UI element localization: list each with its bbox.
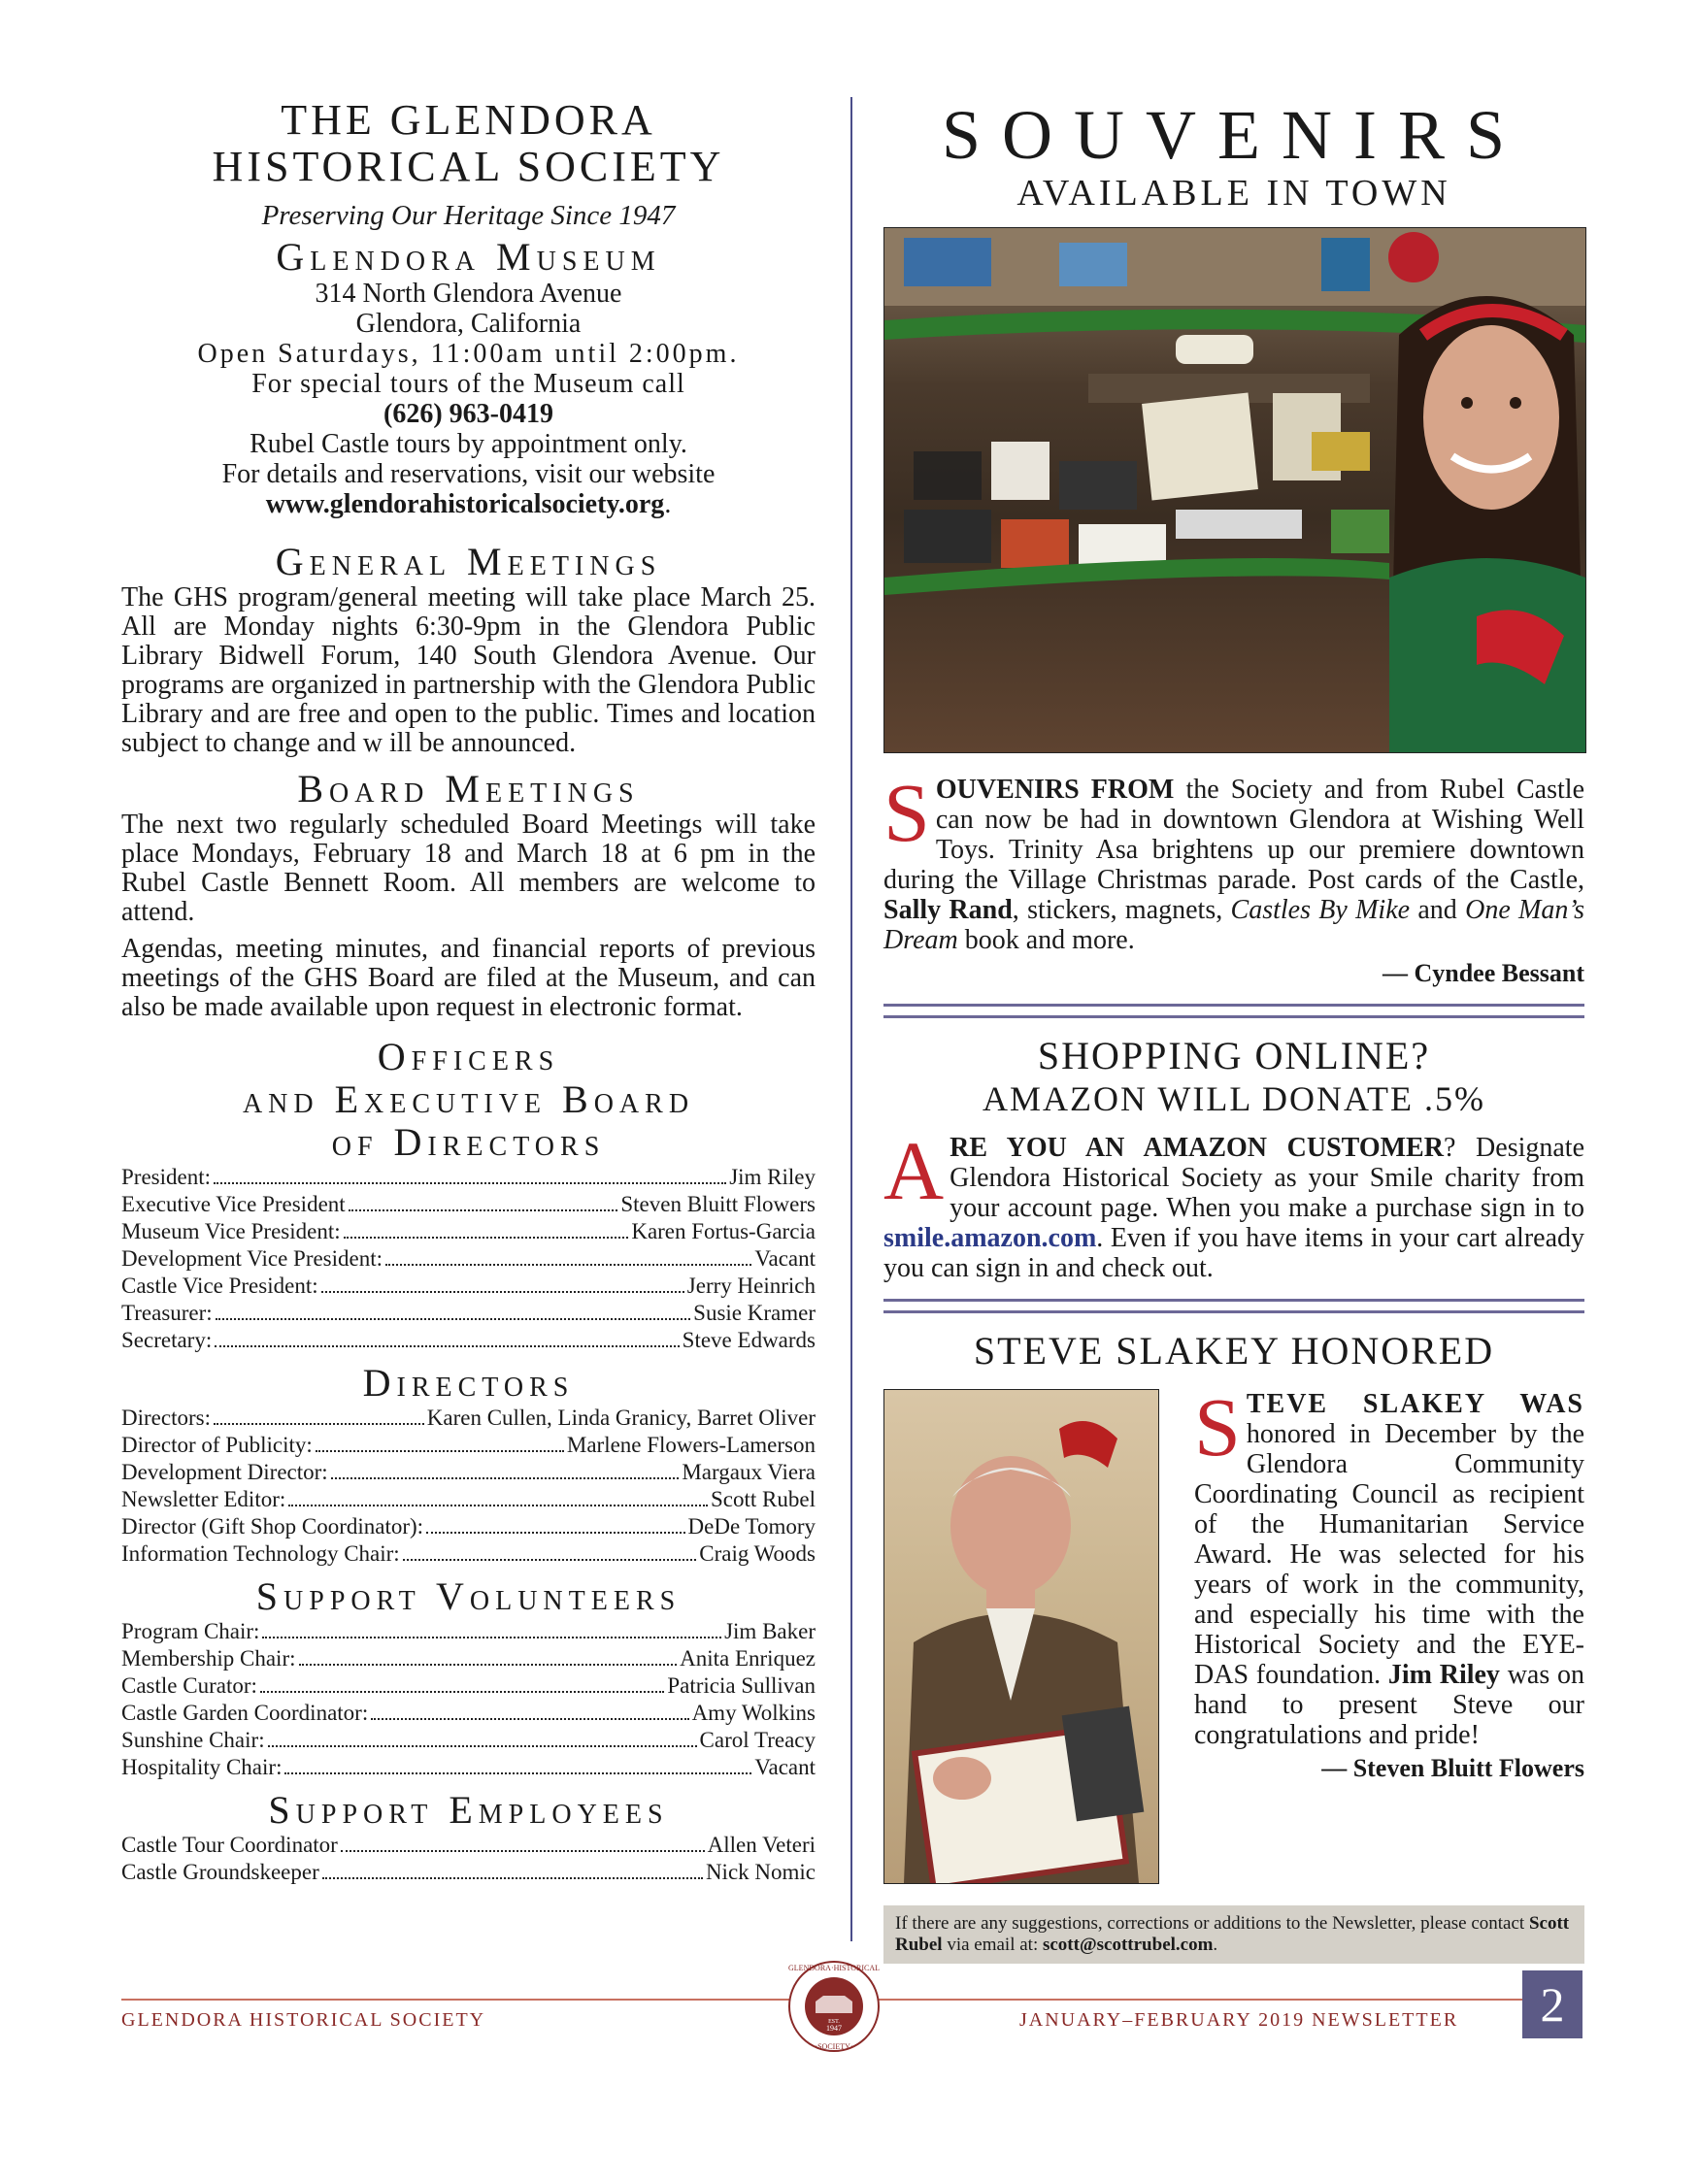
leader-dots (426, 1532, 684, 1534)
general-meetings-text: The GHS program/general meeting will take place March 25. All are Monday nights 6:30-9pm in the Glendora Public Library Bidwell Forum, 140 South Glendora Avenue. Our programs are organized in partnership with the Glendora Public Library and are free and open to the public. Times and location subject to change and w ill be announced. (121, 582, 816, 758)
seal-bottom-text: ·SOCIETY· (815, 2042, 853, 2051)
slakey-lead: TEVE SLAKEY WAS (1246, 1389, 1584, 1419)
staff-row (121, 1191, 816, 1218)
officers-heading-2: and Executive Board (242, 1077, 695, 1121)
staff-row (121, 1218, 816, 1245)
staff-row (121, 1618, 816, 1645)
footer-issue: JANUARY–FEBRUARY 2019 NEWSLETTER (1019, 2009, 1459, 2031)
amazon-article (883, 1034, 1584, 1283)
staff-row (121, 1273, 816, 1300)
staff-name: Steve Edwards (682, 1328, 816, 1352)
officers-list (121, 1164, 816, 1354)
staff-row (121, 1645, 816, 1672)
souvenirs-article (883, 766, 1584, 988)
footer-org-name: GLENDORA HISTORICAL SOCIETY (121, 2009, 486, 2031)
column-divider (850, 97, 852, 1941)
souvenirs-text2: , stickers, magnets, (1012, 895, 1231, 925)
employees-list (121, 1832, 816, 1886)
newsletter-contact-note (883, 1905, 1584, 1964)
note-text2: via email at: (942, 1935, 1043, 1955)
leader-dots (385, 1264, 751, 1266)
staff-row (121, 1540, 816, 1568)
staff-name: Susie Kramer (693, 1301, 816, 1325)
staff-role: Secretary: (121, 1328, 213, 1352)
museum-hours: Open Saturdays, 11:00am until 2:00pm. (197, 339, 740, 369)
souvenirs-signature: — Cyndee Bessant (1382, 959, 1584, 987)
seal-est: EST. (828, 2019, 840, 2025)
staff-role: President: (121, 1165, 211, 1189)
section-rule (883, 1004, 1584, 1018)
staff-name: Allen Veteri (707, 1833, 816, 1857)
leader-dots (344, 1237, 629, 1239)
right-column (883, 97, 1584, 1964)
staff-name: Craig Woods (699, 1541, 816, 1566)
staff-row (121, 1300, 816, 1327)
website-link[interactable]: www.glendorahistoricalsociety.org (265, 489, 665, 519)
staff-name: DeDe Tomory (687, 1514, 816, 1539)
staff-row (121, 1459, 816, 1486)
souvenirs-bold1: Sally Rand (883, 895, 1013, 925)
staff-row (121, 1405, 816, 1432)
souvenirs-lead: OUVENIRS FROM (935, 775, 1175, 805)
seal-top-text: GLENDORA·HISTORICAL (787, 1964, 881, 1972)
seal-year: 1947 (826, 2024, 842, 2033)
staff-role: Castle Tour Coordinator (121, 1833, 338, 1857)
staff-role: Directors: (121, 1406, 211, 1430)
staff-name: Patricia Sullivan (667, 1673, 816, 1698)
staff-role: Membership Chair: (121, 1646, 296, 1671)
staff-row (121, 1832, 816, 1859)
website-period: . (664, 489, 672, 519)
leader-dots (214, 1423, 424, 1425)
staff-name: Vacant (754, 1246, 816, 1271)
section-rule (883, 1299, 1584, 1313)
board-records-text: Agendas, meeting minutes, and financial reports of previous meetings of the GHS Board are filed at the Museum, and can also be made available upon request in electronic format. (121, 934, 816, 1022)
staff-role: Museum Vice President: (121, 1219, 341, 1243)
leader-dots (403, 1559, 697, 1561)
souvenirs-text3: and (1410, 895, 1466, 925)
souvenirs-text4: book and more. (957, 925, 1135, 955)
slakey-bold1: Jim Riley (1387, 1660, 1500, 1690)
staff-role: Program Chair: (121, 1619, 260, 1643)
directors-section (121, 1362, 816, 1568)
general-meetings-heading: General Meetings (275, 540, 662, 583)
museum-address2: Glendora, California (355, 309, 582, 339)
staff-name: Carol Treacy (699, 1728, 816, 1752)
slakey-photo-illustration (884, 1390, 1158, 1883)
leader-dots (341, 1850, 705, 1852)
staff-row (121, 1164, 816, 1191)
staff-name: Amy Wolkins (691, 1701, 816, 1725)
staff-name: Jim Riley (729, 1165, 816, 1189)
slakey-dropcap: S (1194, 1380, 1241, 1473)
leader-dots (260, 1691, 664, 1693)
slakey-heading: STEVE SLAKEY HONORED (973, 1329, 1495, 1373)
officers-section (121, 1036, 816, 1354)
slakey-article (883, 1329, 1584, 1884)
leader-dots (316, 1450, 564, 1452)
volunteers-section (121, 1575, 816, 1781)
amazon-lead: RE YOU AN AMAZON CUSTOMER (949, 1133, 1444, 1163)
org-title-line2: HISTORICAL SOCIETY (212, 143, 725, 190)
staff-row (121, 1727, 816, 1754)
staff-name: Karen Fortus-Garcia (631, 1219, 816, 1243)
note-contact-name: Scott Rubel (895, 1913, 1570, 1955)
tagline: Preserving Our Heritage Since 1947 (261, 200, 676, 231)
leader-dots (214, 1182, 726, 1184)
staff-name: Scott Rubel (711, 1487, 816, 1511)
museum-heading: Glendora Museum (276, 235, 661, 279)
souvenirs-text1: the Society and from Rubel Castle can now be had in downtown Glendora at Wishing Well Toys. Trinity Asa brightens up our premiere downtown during the Village Christmas parade. Post cards of the Castle, (883, 775, 1584, 895)
staff-role: Castle Curator: (121, 1673, 257, 1698)
staff-row (121, 1486, 816, 1513)
staff-role: Sunshine Chair: (121, 1728, 265, 1752)
staff-row (121, 1859, 816, 1886)
amazon-heading: SHOPPING ONLINE? (1037, 1034, 1431, 1077)
museum-phone: (626) 963-0419 (383, 399, 553, 429)
slakey-text1: honored in December by the Glendora Community Coordinating Council as recipient of the Humanitarian Service Award. He was selected for his years of work in the community, and especially his time with the Historical Society and the EYE-DAS foundation. (1194, 1419, 1584, 1690)
volunteers-heading: Support Volunteers (255, 1574, 682, 1618)
leader-dots (262, 1637, 721, 1638)
staff-name: Jim Baker (724, 1619, 816, 1643)
staff-name: Steven Bluitt Flowers (620, 1192, 816, 1216)
staff-name: Anita Enriquez (680, 1646, 816, 1671)
staff-name: Nick Nomic (705, 1860, 816, 1884)
souvenirs-italic2: One Man’s Dream (883, 895, 1584, 955)
souvenir-photo-illustration (884, 228, 1585, 752)
leader-dots (321, 1291, 684, 1293)
employees-heading: Support Employees (268, 1788, 669, 1832)
page-number: 2 (1522, 1970, 1582, 2038)
staff-row (121, 1245, 816, 1273)
staff-role: Executive Vice President (121, 1192, 346, 1216)
rubel-tours: Rubel Castle tours by appointment only. (250, 429, 687, 459)
souvenirs-italic1: Castles By Mike (1230, 895, 1411, 925)
staff-role: Development Director: (121, 1460, 328, 1484)
museum-address1: 314 North Glendora Avenue (315, 279, 622, 309)
staff-name: Vacant (754, 1755, 816, 1779)
souvenirs-subtitle: AVAILABLE IN TOWN (1016, 173, 1451, 214)
volunteers-list (121, 1618, 816, 1781)
left-column (121, 97, 816, 1886)
staff-role: Development Vice President: (121, 1246, 383, 1271)
staff-name: Margaux Viera (682, 1460, 816, 1484)
staff-row (121, 1700, 816, 1727)
society-seal-logo (786, 1959, 882, 2054)
note-text1: If there are any suggestions, corrections or additions to the Newsletter, please contact (895, 1913, 1529, 1934)
amazon-dropcap: A (883, 1124, 945, 1217)
museum-tours-call: For special tours of the Museum call (251, 369, 685, 399)
leader-dots (216, 1318, 690, 1320)
note-text3: . (1213, 1935, 1218, 1955)
officers-heading-1: Officers (377, 1035, 560, 1078)
amazon-smile-link[interactable]: smile.amazon.com (883, 1223, 1097, 1253)
staff-role: Treasurer: (121, 1301, 213, 1325)
board-meetings-text: The next two regularly scheduled Board Meetings will take place Mondays, February 18 and March 18 at 6 pm in the Rubel Castle Bennett Room. All members are welcome to attend. (121, 810, 816, 927)
leader-dots (288, 1505, 708, 1506)
staff-role: Newsletter Editor: (121, 1487, 286, 1511)
staff-role: Hospitality Chair: (121, 1755, 283, 1779)
slakey-text2: was on hand to present Steve our congratulations and pride! (1194, 1660, 1585, 1750)
staff-name: Marlene Flowers-Lamerson (566, 1433, 816, 1457)
staff-name: Karen Cullen, Linda Granicy, Barret Oliver (426, 1406, 816, 1430)
staff-row (121, 1754, 816, 1781)
souvenir-display-photo (883, 227, 1586, 753)
leader-dots (322, 1877, 703, 1879)
officers-heading-3: of Directors (331, 1120, 606, 1164)
org-title-line1: THE GLENDORA (281, 96, 656, 144)
directors-list (121, 1405, 816, 1568)
staff-role: Information Technology Chair: (121, 1541, 400, 1566)
staff-row (121, 1513, 816, 1540)
general-meetings-section (121, 541, 816, 758)
employees-section (121, 1789, 816, 1886)
staff-role: Director of Publicity: (121, 1433, 313, 1457)
leader-dots (349, 1209, 618, 1211)
board-meetings-section (121, 768, 816, 1022)
staff-role: Castle Groundskeeper (121, 1860, 319, 1884)
note-email-link[interactable]: scott@scottrubel.com (1042, 1935, 1214, 1955)
leader-dots (371, 1718, 688, 1720)
leader-dots (268, 1745, 697, 1747)
leader-dots (299, 1664, 678, 1666)
staff-role: Director (Gift Shop Coordinator): (121, 1514, 424, 1539)
society-header (121, 97, 816, 519)
staff-row (121, 1432, 816, 1459)
board-meetings-heading: Board Meetings (297, 767, 640, 811)
slakey-signature: — Steven Bluitt Flowers (1321, 1754, 1584, 1782)
amazon-text1: ? Designate Glendora Historical Society as your Smile charity from your account page. When you make a purchase sign in to (949, 1133, 1585, 1223)
leader-dots (331, 1477, 680, 1479)
leader-dots (215, 1345, 679, 1347)
directors-heading: Directors (362, 1361, 575, 1405)
souvenirs-title: SOUVENIRS (941, 96, 1527, 174)
staff-role: Castle Vice President: (121, 1274, 318, 1298)
amazon-text2: . Even if you have items in your cart already you can sign in and check out. (883, 1223, 1584, 1283)
details-text: For details and reservations, visit our website (221, 459, 716, 489)
amazon-subheading: AMAZON WILL DONATE .5% (983, 1079, 1485, 1118)
staff-row (121, 1672, 816, 1700)
souvenirs-dropcap: S (883, 766, 930, 859)
leader-dots (284, 1772, 751, 1774)
staff-row (121, 1327, 816, 1354)
staff-role: Castle Garden Coordinator: (121, 1701, 369, 1725)
staff-name: Jerry Heinrich (686, 1274, 816, 1298)
steve-slakey-photo (883, 1389, 1159, 1884)
